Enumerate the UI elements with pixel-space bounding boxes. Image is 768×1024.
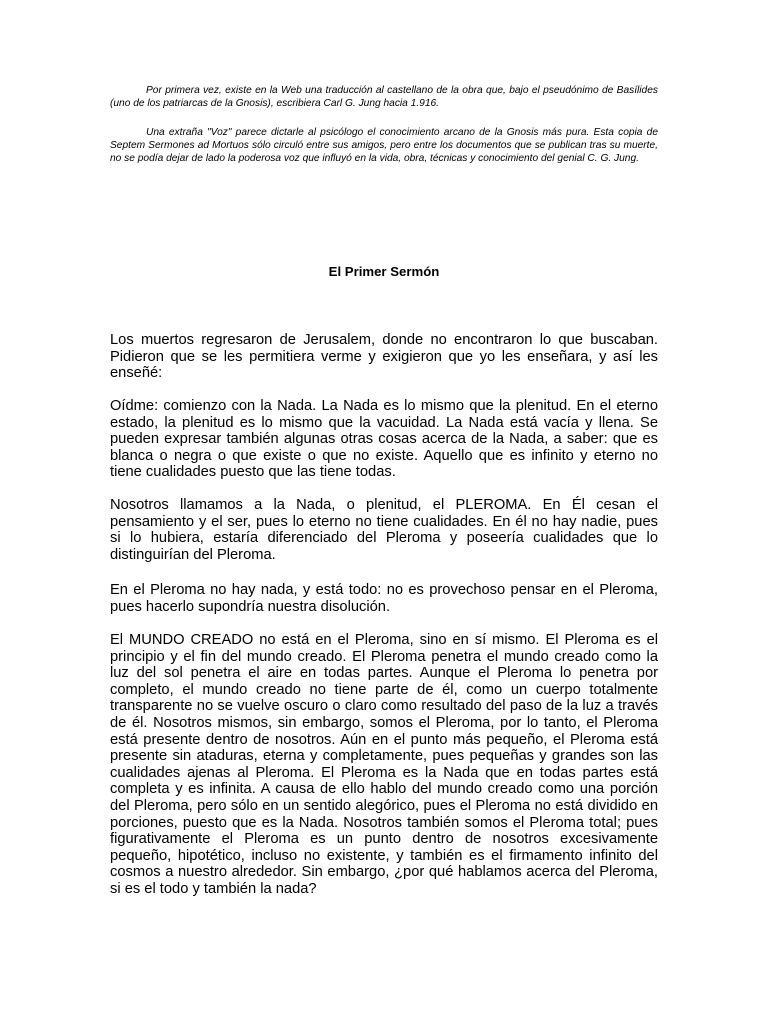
intro-paragraph-2 bbox=[110, 126, 658, 166]
sermon-title: El Primer Sermón bbox=[328, 264, 440, 279]
intro-paragraph-1-text: Por primera vez, existe en la Web una traducción al castellano de la obra que, bajo el pseudónimo de Basílides (uno de los patriarcas de la Gnosis), escribiera Carl G. Jung hacia 1.916. bbox=[110, 85, 658, 110]
body-paragraph-1: Los muertos regresaron de Jerusalem, donde no encontraron lo que buscaban. Pidieron que se les permitiera verme y exigieron que yo les enseñara, y así les enseñé: bbox=[110, 332, 658, 382]
body-paragraph-2: Oídme: comienzo con la Nada. La Nada es lo mismo que la plenitud. En el eterno estado, la plenitud es lo mismo que la vacuidad. La Nada está vacía y llena. Se pueden expresar también algunas otras cosas acerca de la Nada, a saber: que es blanca o negra o que existe o que no existe. Aquello que es infinito y eterno no tiene cualidades puesto que las tiene todas. bbox=[110, 398, 658, 481]
body-paragraph-3: Nosotros llamamos a la Nada, o plenitud, el PLEROMA. En Él cesan el pensamiento y el ser, pues lo eterno no tiene cualidades. En él no hay nadie, pues si lo hubiera, estaría diferenciado del Pleroma y poseería cualidades que lo distinguirían del Pleroma. bbox=[110, 497, 658, 563]
intro-paragraph-1 bbox=[110, 84, 658, 110]
body-paragraph-4: En el Pleroma no hay nada, y está todo: no es provechoso pensar en el Pleroma, pues hacerlo supondría nuestra disolución. bbox=[110, 582, 658, 615]
body-paragraph-5: El MUNDO CREADO no está en el Pleroma, sino en sí mismo. El Pleroma es el principio y el fin del mundo creado. El Pleroma penetra el mundo creado como la luz del sol penetra el aire en todas partes. Aunque el Pleroma lo penetra por completo, el mundo creado no tiene parte de él, como un cuerpo totalmente transparente no se vuelve oscuro o claro como resultado del paso de la luz a través de él. Nosotros mismos, sin embargo, somos el Pleroma, por lo tanto, el Pleroma está presente dentro de nosotros. Aún en el punto más pequeño, el Pleroma está presente sin ataduras, eterna y completamente, pues pequeñas y grandes son las cualidades ajenas al Pleroma. El Pleroma es la Nada que en todas partes está completa y es infinita. A causa de ello hablo del mundo creado como una porción del Pleroma, pero sólo en un sentido alegórico, pues el Pleroma no está dividido en porciones, puesto que es la Nada. Nosotros también somos el Pleroma total; pues figurativamente el Pleroma es un punto dentro de nosotros excesivamente pequeño, hipotético, incluso no existente, y también es el firmamento infinito del cosmos a nuestro alrededor. Sin embargo, ¿por qué hablamos acerca del Pleroma, si es el todo y también la nada? bbox=[110, 632, 658, 897]
intro-paragraph-2-text: Una extraña "Voz" parece dictarle al psicólogo el conocimiento arcano de la Gnosis más pura. Esta copia de Septem Sermones ad Mortuos sólo circuló entre sus amigos, pero entre los documentos que se publican tras su muerte, no se podía dejar de lado la poderosa voz que influyó en la vida, obra, técnicas y conocimiento del genial C. G. Jung. bbox=[110, 127, 658, 165]
